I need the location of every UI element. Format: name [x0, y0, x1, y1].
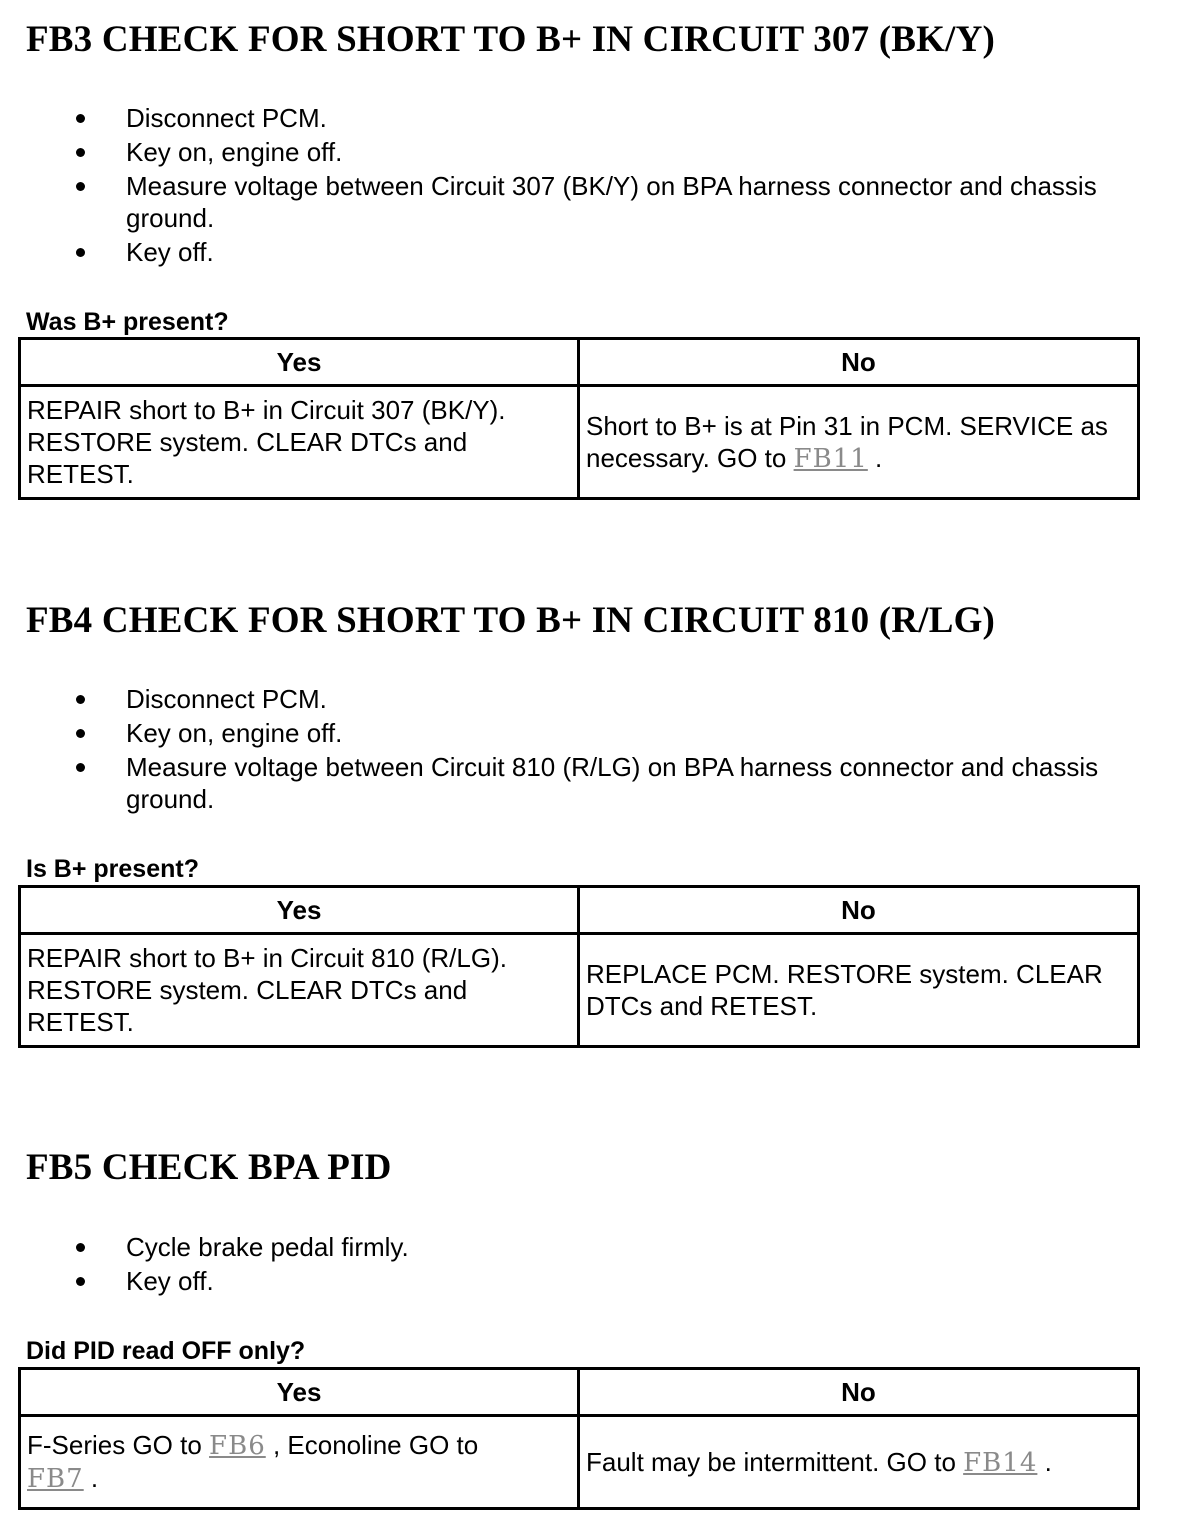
- bullet-icon: [76, 248, 85, 257]
- no-header: No: [579, 887, 1139, 934]
- step-list: [0, 683, 1186, 817]
- list-item: Key on, engine off.: [0, 136, 1186, 168]
- bullet-icon: [76, 1243, 85, 1252]
- table-header-row: [20, 1369, 1139, 1416]
- link-fb6[interactable]: FB6: [209, 1431, 266, 1461]
- list-item: Key off.: [0, 236, 1186, 268]
- link-fb11[interactable]: FB11: [793, 443, 868, 474]
- list-item: Measure voltage between Circuit 307 (BK/Y) on BPA harness connector and chassis ground.: [0, 170, 1186, 234]
- no-header: No: [579, 339, 1139, 386]
- table-row: [20, 386, 1139, 499]
- bullet-icon: [76, 763, 85, 772]
- question-label: Was B+ present?: [26, 308, 229, 336]
- step-list: [0, 102, 1186, 270]
- bullet-icon: [76, 695, 85, 704]
- yes-cell: REPAIR short to B+ in Circuit 810 (R/LG). RESTORE system. CLEAR DTCs and RETEST.: [20, 934, 579, 1047]
- table-row: [20, 934, 1139, 1047]
- section-title: FB5 CHECK BPA PID: [26, 1147, 392, 1188]
- question-label: Is B+ present?: [26, 855, 199, 883]
- decision-table: [18, 1367, 1140, 1510]
- table-header-row: [20, 339, 1139, 386]
- yes-cell: REPAIR short to B+ in Circuit 307 (BK/Y). RESTORE system. CLEAR DTCs and RETEST.: [20, 386, 579, 499]
- list-item: Cycle brake pedal firmly.: [0, 1231, 1186, 1263]
- bullet-icon: [76, 114, 85, 123]
- list-item: Key on, engine off.: [0, 717, 1186, 749]
- section-title: FB4 CHECK FOR SHORT TO B+ IN CIRCUIT 810 (R/LG): [26, 600, 996, 641]
- table-row: [20, 1416, 1139, 1509]
- yes-header: Yes: [20, 1369, 579, 1416]
- bullet-icon: [76, 148, 85, 157]
- link-fb7[interactable]: FB7: [27, 1464, 84, 1494]
- link-fb14[interactable]: FB14: [963, 1447, 1038, 1478]
- yes-cell: F-Series GO to FB6 , Econoline GO to FB7 .: [20, 1416, 579, 1509]
- no-header: No: [579, 1369, 1139, 1416]
- decision-table: [18, 337, 1140, 500]
- list-item: Measure voltage between Circuit 810 (R/LG) on BPA harness connector and chassis ground.: [0, 751, 1186, 815]
- no-cell: Short to B+ is at Pin 31 in PCM. SERVICE as necessary. GO to FB11 .: [579, 386, 1139, 499]
- list-item: Disconnect PCM.: [0, 102, 1186, 134]
- list-item: Key off.: [0, 1265, 1186, 1297]
- no-cell: REPLACE PCM. RESTORE system. CLEAR DTCs and RETEST.: [579, 934, 1139, 1047]
- yes-header: Yes: [20, 887, 579, 934]
- table-header-row: [20, 887, 1139, 934]
- section-title: FB3 CHECK FOR SHORT TO B+ IN CIRCUIT 307 (BK/Y): [26, 19, 996, 60]
- no-cell: Fault may be intermittent. GO to FB14 .: [579, 1416, 1139, 1509]
- bullet-icon: [76, 182, 85, 191]
- bullet-icon: [76, 729, 85, 738]
- question-label: Did PID read OFF only?: [26, 1337, 306, 1365]
- yes-header: Yes: [20, 339, 579, 386]
- decision-table: [18, 885, 1140, 1048]
- list-item: Disconnect PCM.: [0, 683, 1186, 715]
- bullet-icon: [76, 1277, 85, 1286]
- step-list: [0, 1231, 1186, 1299]
